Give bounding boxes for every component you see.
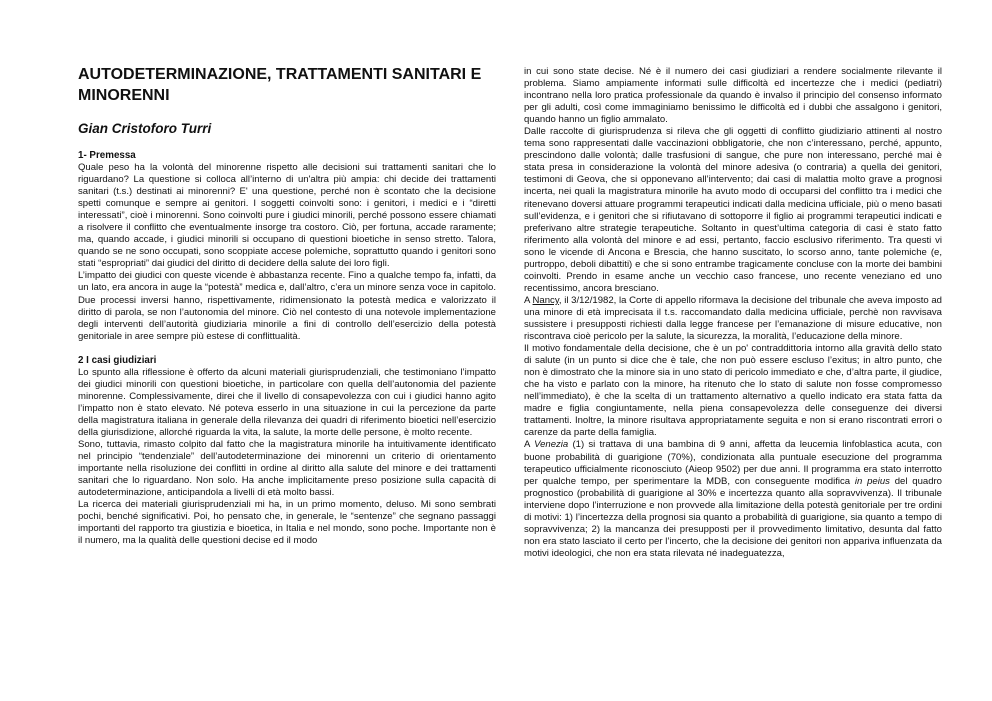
article-title: AUTODETERMINAZIONE, TRATTAMENTI SANITARI E MINORENNI bbox=[78, 66, 482, 104]
paragraph: Sono, tuttavia, rimasto colpito dal fatto che la magistratura minorile ha intuitivamente identificato nel principio “tendenziale” dell’autodeterminazione dei minorenni un criterio di orientamento importante nella risoluzione dei conflitti in ordine al diritto alla salute del minore e dei trattamenti sanitari che lo riguardano. Non solo. Ha anche implicitamente preso posizione sulla capacità di autodeterminazione, anticipandola a livelli di età molto bassi. bbox=[78, 438, 496, 499]
paragraph: L’impatto dei giudici con queste vicende è abbastanza recente. Fino a qualche tempo fa, infatti, da un lato, era ancora in auge la “potestà” medica e, dall’altro, c’era un minore senza voce in capitolo. Due processi inversi hanno, rispettivamente, ridimensionato la potestà medica e valorizzato il diritto di parola, se non l’autonomia del minore. Ciò nel contesto di una notevole implementazione degli interventi dell’autorità giudiziaria minorile a fini di controllo dell’esercizio della potestà genitoriale in aree sempre più estese di conflittualità. bbox=[78, 270, 496, 342]
text-span: A bbox=[524, 439, 535, 451]
section-heading-casi-giudiziari: 2 I casi giudiziari bbox=[78, 354, 157, 366]
venezia-emphasis: Venezia bbox=[534, 439, 569, 451]
paragraph: Dalle raccolte di giurisprudenza si rileva che gli oggetti di conflitto giudiziario attinenti al nostro tema sono rappresentati dalle vaccinazioni obbligatorie, che non c’interessano, perché, appunto, prescindono dalle volontà; dalle trasfusioni di sangue, che pure non interessano, perché mai è stata presa in considerazione la volontà del minore adesiva (o contraria) a quella dei genitori, testimoni di Geova, che si opponevano all’intervento; dai casi di malattia molto grave a prognosi incerta, nei quali la magistratura minorile ha avuto modo di occuparsi del conflitto tra i medici che ritenevano doversi attuare programmi terapeutici indicati dalla medicina ufficiale, più o meno basati sull’evidenza, e i genitori che si rifiutavano di sottoporre il figlio ai programmi terapeutici indicati e preferivano altre strategie terapeutiche. Soltanto in quest’ultima categoria di casi è stato fatto riferimento alla volontà del minore e ad essi, pertanto, faccio esclusivo riferimento. Tra questi vi sono le vicende di Ancona e Brescia, che hanno suscitato, lo scorso anno, tante polemiche (e, purtroppo, deboli dibattiti) e che si sono entrambe tragicamente concluse con la morte dei bambini coinvolti. Prendo in esame anche un vecchio caso francese, uno recente veneziano ed uno recentissimo, ancora bresciano. bbox=[524, 126, 942, 294]
section-heading-premessa: 1- Premessa bbox=[78, 150, 136, 161]
paragraph: La ricerca dei materiali giurisprudenziali mi ha, in un primo momento, deluso. Mi sono sembrati pochi, benché significativi. Poi, ho pensato che, in generale, le “sentenze” che segnano passaggi importanti del rapporto tra giustizia e bioetica, in Italia e nel mondo, sono poche. Importante non è il numero, ma la qualità delle questioni decise ed il modo bbox=[78, 499, 496, 547]
paragraph: Lo spunto alla riflessione è offerto da alcuni materiali giurisprudenziali, che testimoniano l’impatto dei giudici minorili con questioni bioetiche, in particolare con quella dell’autonomia del paziente minorenne. Complessivamente, direi che il livello di consapevolezza con cui i giudici hanno agito l’impatto non è stato elevato. Né poteva esserlo in una situazione in cui la percezione da parte della magistratura italiana in generale della rilevanza dei quadri di riferimento bioetici nell’esercizio della giurisdizione, allorché riguarda la vita, la salute, la morte delle persone, è molto recente. bbox=[78, 366, 496, 438]
paragraph: in cui sono state decise. Né è il numero dei casi giudiziari a rendere socialmente rilevante il problema. Siamo ampiamente informati sulle difficoltà ed incertezze che i medici (pediatri) incontrano nella loro pratica professionale da quando è invalso il principio del consenso informato per gli adulti, così come immaginiamo benissimo le difficoltà ed i dubbi che assalgono i genitori, quando hanno un figlio ammalato. bbox=[524, 66, 942, 126]
paragraph: Il motivo fondamentale della decisione, che è un po' contraddittoria intorno alla gravità dello stato di salute (in un punto si dice che è tale, che non può essere escluso l’exitus; in altro punto, che non è dimostrato che la minore sia in uno stato di pericolo immediato e che, d’altra parte, il giudice, che ha visto e parlato con la minore, ha ritenuto che lo stato di salute non fosse compromesso nell’immediato), è che la scelta di un trattamento alternativo a quello indicato era stata fatta da madre e figlia congiuntamente, nella piena consapevolezza delle conseguenze dei diversi trattamenti. Inoltre, la minore risultava appropriatamente seguita e non si erano riscontrati errori o carenze da parte della famiglia. bbox=[524, 343, 942, 439]
text-span: del quadro prognostico (probabilità di guarigione al 30% e incertezza quanto alla sopravvivenza). Il tribunale interviene dopo l’interruzione e non provvede alla limitazione della potestà genitoriale per tre ordini di motivi: 1) l’incertezza della prognosi sia quanto a probabilità di guarigione, sia quanto a tempo di sopravvivenza; 2) la mancanza dei presupposti per il provvedimento limitativo, desunta dal fatto non era stato lasciato il certo per l’incerto, che la decisione dei genitori non appariva influenzata da motivi ideologici, che non era stata rilevata né inadeguatezza, bbox=[524, 475, 942, 559]
paragraph-venezia bbox=[524, 439, 942, 559]
paragraph: Quale peso ha la volontà del minorenne rispetto alle decisioni sui trattamenti sanitari che lo riguardano? La questione si colloca all’interno di un'altra più ampia: chi decide dei trattamenti sanitari (t.s.) destinati ai minorenni? E' una questione, perché non è scontato che la decisione spetti comunque e sempre ai genitori. I soggetti coinvolti sono: i genitori, i medici e i “diretti interessati”, cioè i minorenni. Sono coinvolti pure i giudici minorili, perché possono essere chiamati a risolvere il conflitto che eventualmente insorge tra costoro. Ciò, per fortuna, accade raramente; ma, quando accade, i giudici minorili si occupano di questioni bioetiche in senso stretto. Talora, quando se ne sono occupati, sono scoppiate accese polemiche, soprattutto quando i genitori sono stati “espropriati” dai giudici del diritto di decidere della salute dei loro figli. bbox=[78, 162, 496, 270]
left-column bbox=[78, 62, 496, 547]
article-author: Gian Cristoforo Turri bbox=[78, 121, 212, 136]
paragraph-nancy bbox=[524, 295, 942, 343]
in-peius-emphasis: in peius bbox=[854, 475, 890, 487]
right-column bbox=[524, 66, 942, 560]
text-span: A bbox=[524, 294, 533, 306]
nancy-link[interactable]: Nancy bbox=[532, 294, 559, 306]
text-span: , il 3/12/1982, la Corte di appello riformava la decisione del tribunale che aveva imposto ad una minore di età imprecisata il t.s. raccomandato dalla medicina ufficiale, perchè non ravvisava sussistere i presupposti richiesti dalla legge francese per l’emanazione di misure educative, non riscontrava cioè pericolo per la salute, la sicurezza, la moralità, l’educazione della minore. bbox=[524, 294, 942, 343]
text-span: (1) si trattava di una bambina di 9 anni, affetta da leucemia linfoblastica acuta, con buone probabilità di guarigione (70%), condizionata alla puntuale esecuzione del programma terapeutico ufficialmente riconosciuto (Aieop 9502) per due anni. Il programma era stato interrotto per qualche tempo, per sperimentare la MDB, con conseguente modifica bbox=[524, 439, 942, 487]
